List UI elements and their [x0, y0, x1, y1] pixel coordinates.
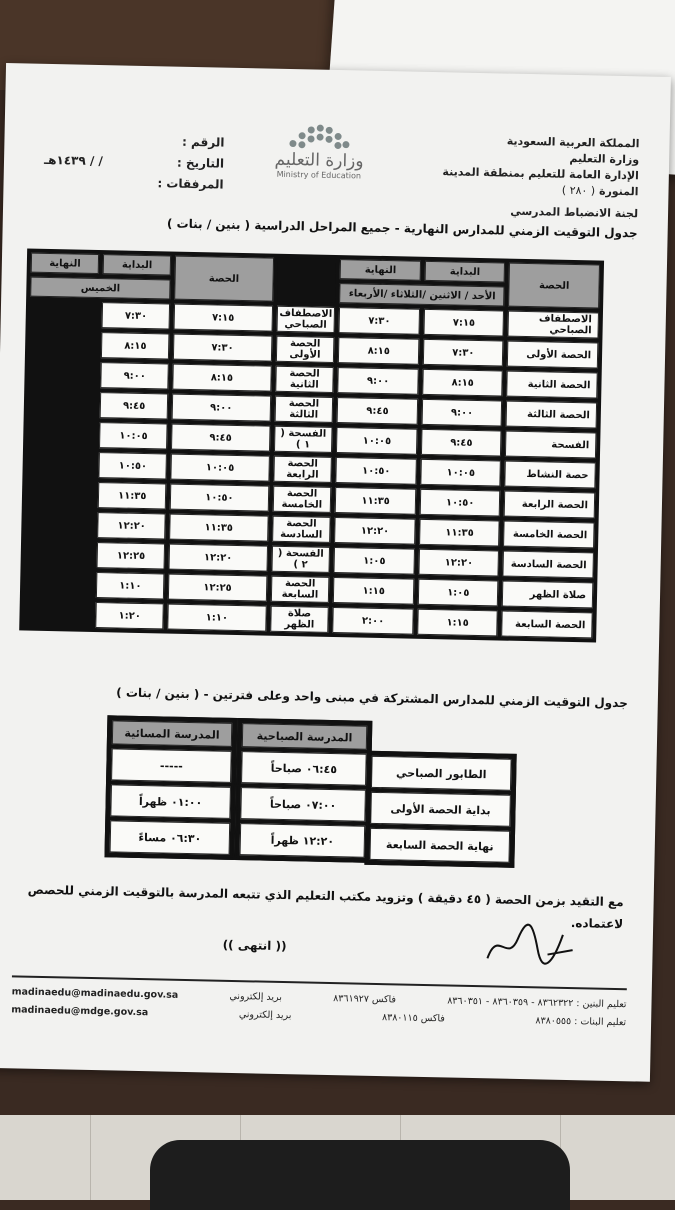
date-label: التاريخ :	[176, 155, 225, 171]
session-name: الحصة الخامسة	[272, 486, 331, 513]
session-name: الحصة السادسة	[503, 551, 594, 579]
end-time: ١٠:٠٥	[99, 422, 168, 449]
end-time: ٩:٤٥	[337, 397, 418, 425]
morning-school-box	[234, 718, 372, 863]
start-time: ٧:٣٠	[173, 334, 272, 362]
session-name: الحصة الثالثة	[506, 401, 597, 429]
org-line: الإدارة العامة للتعليم بمنطقة المدينة المنورة	[442, 165, 639, 199]
girls-fax: فاكس ٨٣٨٠١١٥	[381, 1012, 445, 1025]
label-cell: نهاية الحصة السابعة	[369, 828, 510, 863]
start-time: ٧:١٥	[423, 309, 504, 337]
end-time: ١:١٠	[96, 572, 165, 599]
end-time: ٧:٣٠	[102, 302, 171, 329]
session-name: الفسحة ( ١ )	[274, 426, 333, 453]
number-label: الرقم :	[181, 134, 225, 150]
signature	[477, 918, 578, 970]
evening-time: -----	[111, 748, 232, 783]
document-meta	[43, 129, 224, 196]
end-time: ٨:١٥	[101, 332, 170, 359]
end-time: ١١:٣٥	[335, 487, 416, 515]
session-name: الحصة السابعة	[270, 576, 329, 603]
start-time: ٧:٣٠	[423, 339, 504, 367]
col-start-sw: البداية	[425, 261, 506, 283]
committee-name: لجنة الانضباط المدرسي	[510, 204, 639, 221]
boys-phones: تعليم البنين : ٨٣٦٢٣٢٢ - ٨٣٦٠٣٥٩ - ٨٣٦٠٣٥١	[447, 995, 627, 1011]
session-name: الفسحة ( ٢ )	[271, 546, 330, 573]
col-start-th: البداية	[103, 254, 171, 275]
session-name: الحصة السادسة	[272, 516, 331, 543]
session-name: صلاة الظهر	[502, 581, 593, 609]
col-end-sw: النهاية	[340, 259, 421, 281]
morning-time: ١٢:٢٠ ظهراً	[240, 823, 366, 858]
end-time: ٩:٠٠	[338, 367, 419, 395]
end-time: ١٠:٥٠	[99, 452, 168, 479]
session-name: الاصطفاف الصباحي	[276, 306, 335, 333]
session-name: الحصة الثانية	[275, 366, 334, 393]
end-time: ١:٠٥	[334, 547, 415, 575]
session-name: الحصة الرابعة	[273, 456, 332, 483]
end-time: ١:٢٠	[95, 602, 164, 629]
ministry-name-ar: وزارة التعليم	[274, 149, 364, 172]
ministry-logo	[259, 123, 380, 181]
start-time: ١٠:٥٠	[420, 489, 501, 517]
start-time: ٩:٤٥	[171, 424, 270, 452]
end-time: ٩:٠٠	[101, 362, 170, 389]
session-name: صلاة الظهر	[270, 606, 329, 633]
org-header	[428, 132, 640, 222]
end-time: ٢:٠٠	[333, 607, 414, 635]
col-session-th: الحصة	[174, 256, 273, 302]
start-time: ١٠:٥٠	[170, 484, 269, 512]
shared-labels-box	[364, 751, 516, 868]
days-thu: الخميس	[30, 277, 171, 300]
end-time: ٨:١٥	[338, 337, 419, 365]
session-name: الاصطفاف الصباحي	[508, 311, 599, 339]
start-time: ٩:٠٠	[172, 394, 271, 422]
evening-time: ٠٦:٣٠ مساءً	[110, 820, 231, 855]
session-name: الحصة الأولى	[507, 341, 598, 369]
document-page	[0, 63, 671, 1082]
org-code: ( ٢٨٠ )	[561, 183, 596, 198]
end-time: ٩:٤٥	[100, 392, 169, 419]
label-cell: بداية الحصة الأولى	[370, 792, 511, 827]
session-name: الحصة الثانية	[507, 371, 598, 399]
days-sun-wed: الأحد / الاثنين /الثلاثاء /الأربعاء	[339, 283, 504, 306]
session-name: الحصة الثالثة	[274, 396, 333, 423]
session-name: الحصة السابعة	[502, 611, 593, 639]
ministry-logo-icon	[289, 124, 350, 151]
girls-phones: تعليم البنات : ٨٣٨٠٥٥٥	[535, 1015, 627, 1029]
session-name: الحصة الرابعة	[504, 491, 595, 519]
org-line: المملكة العربية السعودية	[506, 134, 640, 151]
col-end-th: النهاية	[31, 253, 100, 274]
start-time: ٨:١٥	[422, 369, 503, 397]
boys-fax: فاكس ٨٣٦١٩٢٧	[333, 993, 397, 1006]
end-time: ١:١٥	[333, 577, 414, 605]
evening-school-box	[104, 715, 237, 860]
table1-title: جدول التوقيت الزمني للمدارس النهارية - جميع المراحل الدراسية ( بنين / بنات )	[166, 216, 638, 241]
session-name: الفسحة	[505, 431, 596, 459]
end-time: ١٢:٢٥	[97, 542, 166, 569]
end-time: ١١:٣٥	[98, 482, 167, 509]
end-time: ١٢:٢٠	[334, 517, 415, 545]
start-time: ٩:٤٥	[421, 429, 502, 457]
start-time: ١٠:٠٥	[420, 459, 501, 487]
attachments-label: المرفقات :	[157, 176, 224, 192]
start-time: ٧:١٥	[174, 304, 273, 332]
end-time: ٧:٣٠	[339, 307, 420, 335]
boys-email-label: بريد إلكتروني	[229, 990, 283, 1004]
start-time: ١٢:٢٠	[169, 544, 268, 572]
session-name: الحصة الخامسة	[504, 521, 595, 549]
org-line: وزارة التعليم	[569, 151, 640, 167]
evening-time: ٠١:٠٠ ظهراً	[110, 784, 231, 819]
start-time: ١:١٥	[417, 609, 498, 637]
morning-time: ٠٦:٤٥ صباحاً	[241, 751, 367, 786]
girls-email-label: بريد إلكتروني	[238, 1009, 292, 1022]
ministry-name-en: Ministry of Education	[276, 169, 362, 181]
start-time: ١:٠٥	[418, 579, 499, 607]
boys-email[interactable]: madinaedu@madinaedu.gov.sa	[11, 986, 179, 1001]
start-time: ١٢:٢٥	[168, 574, 267, 602]
girls-email[interactable]: madinaedu@mdge.gov.sa	[11, 1004, 149, 1019]
start-time: ١٢:٢٠	[418, 549, 499, 577]
start-time: ١١:٣٥	[419, 519, 500, 547]
morning-time: ٠٧:٠٠ صباحاً	[240, 787, 366, 822]
start-time: ٨:١٥	[173, 364, 272, 392]
morning-header: المدرسة الصباحية	[242, 723, 367, 750]
end-time: ١٠:٥٠	[336, 457, 417, 485]
start-time: ١١:٣٥	[169, 514, 268, 542]
session-name: حصة النشاط	[505, 461, 596, 489]
col-session-sw: الحصة	[509, 263, 600, 309]
date-value: / / ١٤٣٩هـ	[43, 152, 104, 169]
session-name: الحصة الأولى	[275, 336, 334, 363]
start-time: ١٠:٠٥	[171, 454, 270, 482]
footer	[11, 983, 627, 1032]
start-time: ٩:٠٠	[422, 399, 503, 427]
table2-title: جدول التوقيت الزمني للمدارس المشتركة في مبنى واحد وعلى فترتين - ( بنين / بنات )	[116, 685, 628, 711]
end-time: ١٠:٠٥	[336, 427, 417, 455]
end-time: ١٢:٢٠	[97, 512, 166, 539]
end-text: (( انتهى ))	[222, 937, 287, 954]
start-time: ١:١٠	[167, 604, 266, 632]
note-text: مع التقيد بزمن الحصة ( ٤٥ دقيقة ) وتزويد مكتب التعليم الذي تتبعه المدرسة بالتوقيت الزمني للحصص لاعتماده.	[27, 882, 624, 932]
daytime-schedule-table	[19, 249, 604, 643]
label-cell: الطابور الصباحي	[371, 756, 512, 791]
evening-header: المدرسة المسائية	[112, 720, 232, 747]
